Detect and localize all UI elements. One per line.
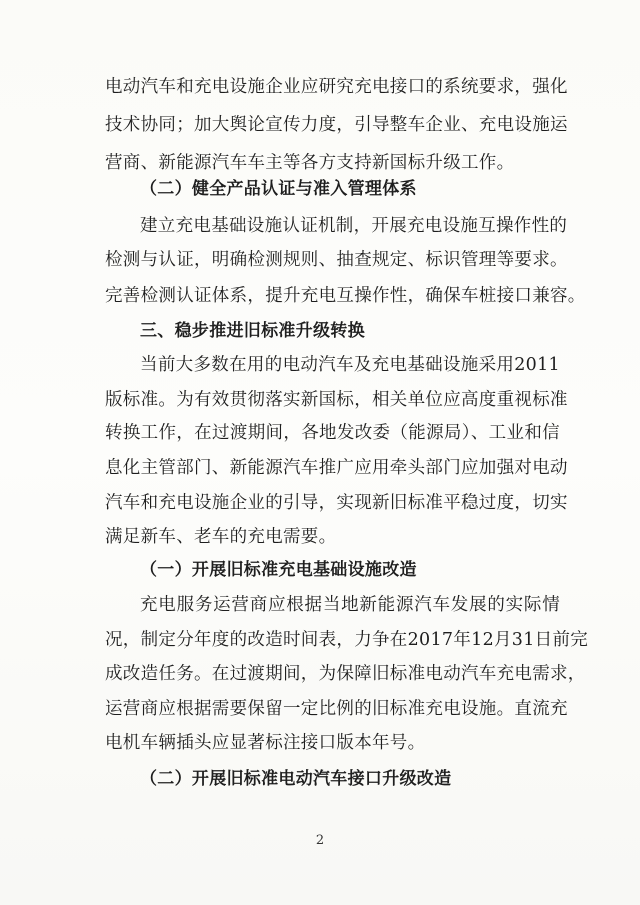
paragraph-line: 检测与认证，明确检测规则、抽查规定、标识管理等要求。 [105, 250, 568, 270]
section-heading-infrastructure-upgrade: （一）开展旧标准充电基础设施改造 [140, 560, 417, 580]
paragraph-line: 版标准。为有效贯彻落实新国标，相关单位应高度重视标准 [105, 390, 568, 410]
section-heading-vehicle-interface-upgrade: （二）开展旧标准电动汽车接口升级改造 [140, 769, 452, 789]
paragraph-line: 完善检测认证体系，提升充电互操作性，确保车桩接口兼容。 [105, 286, 586, 306]
paragraph-line: 当前大多数在用的电动汽车及充电基础设施采用2011 [140, 355, 560, 375]
paragraph-line: 满足新车、老车的充电需要。 [105, 527, 337, 547]
paragraph-line: 息化主管部门、新能源汽车推广应用牵头部门应加强对电动 [105, 458, 568, 478]
paragraph-line: 成改造任务。在过渡期间，为保障旧标准电动汽车充电需求， [105, 664, 586, 684]
paragraph-line: 电动汽车和充电设施企业应研究充电接口的系统要求，强化 [105, 77, 568, 97]
paragraph-line: 营商、新能源汽车车主等各方支持新国标升级工作。 [105, 153, 515, 173]
page-number: 2 [315, 833, 325, 848]
paragraph-line: 建立充电基础设施认证机制，开展充电设施互操作性的 [140, 216, 568, 236]
section-heading-standard-transition: 三、稳步推进旧标准升级转换 [140, 321, 365, 341]
paragraph-line: 况，制定分年度的改造时间表，力争在2017年12月31日前完 [105, 630, 589, 650]
paragraph-line: 技术协同；加大舆论宣传力度，引导整车企业、充电设施运 [105, 115, 568, 135]
paragraph-line: 运营商应根据需要保留一定比例的旧标准充电设施。直流充 [105, 699, 568, 719]
paragraph-line: 转换工作，在过渡期间，各地发改委（能源局）、工业和信 [105, 423, 560, 443]
section-heading-certification: （二）健全产品认证与准入管理体系 [140, 179, 417, 199]
paragraph-line: 汽车和充电设施企业的引导，实现新旧标准平稳过度，切实 [105, 493, 568, 513]
paragraph-line: 电机车辆插头应显著标注接口版本年号。 [105, 733, 426, 753]
paragraph-line: 充电服务运营商应根据当地新能源汽车发展的实际情 [140, 595, 560, 615]
